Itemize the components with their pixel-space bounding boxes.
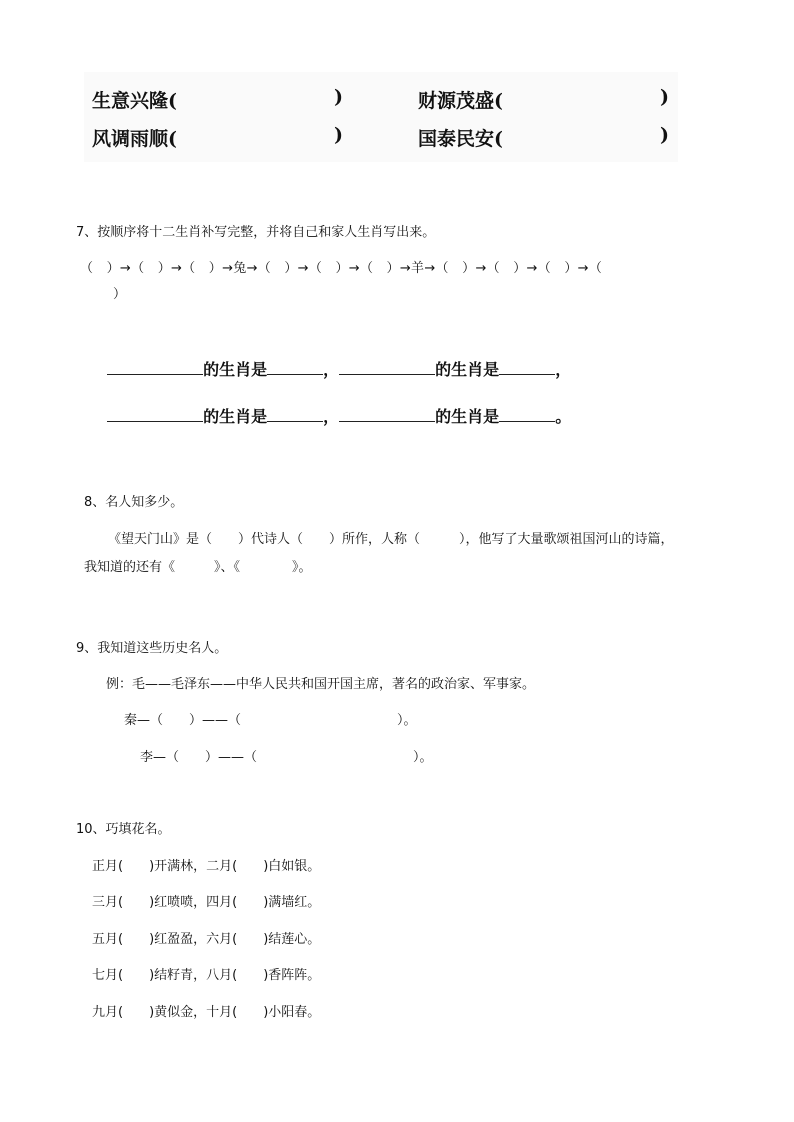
blank-line[interactable] (499, 421, 555, 422)
q8-title: 8、名人知多少。 (84, 495, 184, 510)
blank-line[interactable] (339, 421, 435, 422)
q7-zodiac-sequence: （ ）→（ ）→（ ）→兔→（ ）→（ ）→（ ）→羊→（ ）→（ ）→（ ）→（ (80, 261, 603, 276)
idiom-row1-left: 生意兴隆( (92, 90, 177, 112)
q10-line: 九月( )黄似金，十月( )小阳春。 (92, 1005, 321, 1020)
comma: ， (323, 360, 340, 379)
blank-line[interactable] (107, 421, 203, 422)
blank-label: 的生肖是 (435, 407, 500, 426)
idiom-row2-left: 风调雨顺( (92, 128, 177, 150)
comma: ， (555, 360, 572, 379)
q8-line-1: 《望天门山》是（ ）代诗人（ ）所作，人称（ ），他写了大量歌颂祖国河山的诗篇， (108, 532, 674, 547)
q7-title: 7、按顺序将十二生肖补写完整，并将自己和家人生肖写出来。 (76, 225, 436, 240)
q7-answer-row-1 (96, 338, 571, 380)
q9-line-1: 秦—（ ）——（ ）。 (124, 713, 417, 728)
q9-example: 例：毛——毛泽东——中华人民共和国开国主席，著名的政治家、军事家。 (106, 677, 536, 692)
idiom-row2-right: 国泰民安( (418, 128, 503, 150)
idiom-close-paren: ) (660, 124, 669, 146)
blank-line[interactable] (499, 374, 555, 375)
q10-line: 三月( )红喷喷，四月( )满墙红。 (92, 895, 321, 910)
q7-answer-row-2 (96, 385, 571, 427)
q7-sequence-end: ） (113, 287, 127, 302)
comma: ， (323, 407, 340, 426)
blank-line[interactable] (107, 374, 203, 375)
idiom-close-paren: ) (334, 124, 343, 146)
q10-line: 正月( )开满林，二月( )白如银。 (92, 859, 321, 874)
idiom-close-paren: ) (660, 86, 669, 108)
blank-label: 的生肖是 (203, 360, 268, 379)
idiom-row1-right: 财源茂盛( (418, 90, 503, 112)
q10-title: 10、巧填花名。 (76, 822, 171, 837)
blank-line[interactable] (267, 374, 323, 375)
q8-line-2: 我知道的还有《 》、《 》。 (84, 560, 312, 575)
q9-title: 9、我知道这些历史名人。 (76, 641, 228, 656)
q10-line: 五月( )红盈盈，六月( )结莲心。 (92, 932, 321, 947)
q9-line-2: 李—（ ）——（ ）。 (140, 750, 433, 765)
idiom-close-paren: ) (334, 86, 343, 108)
blank-line[interactable] (267, 421, 323, 422)
period: 。 (555, 407, 572, 426)
blank-label: 的生肖是 (435, 360, 500, 379)
q10-line: 七月( )结籽青，八月( )香阵阵。 (92, 968, 321, 983)
blank-label: 的生肖是 (203, 407, 268, 426)
blank-line[interactable] (339, 374, 435, 375)
